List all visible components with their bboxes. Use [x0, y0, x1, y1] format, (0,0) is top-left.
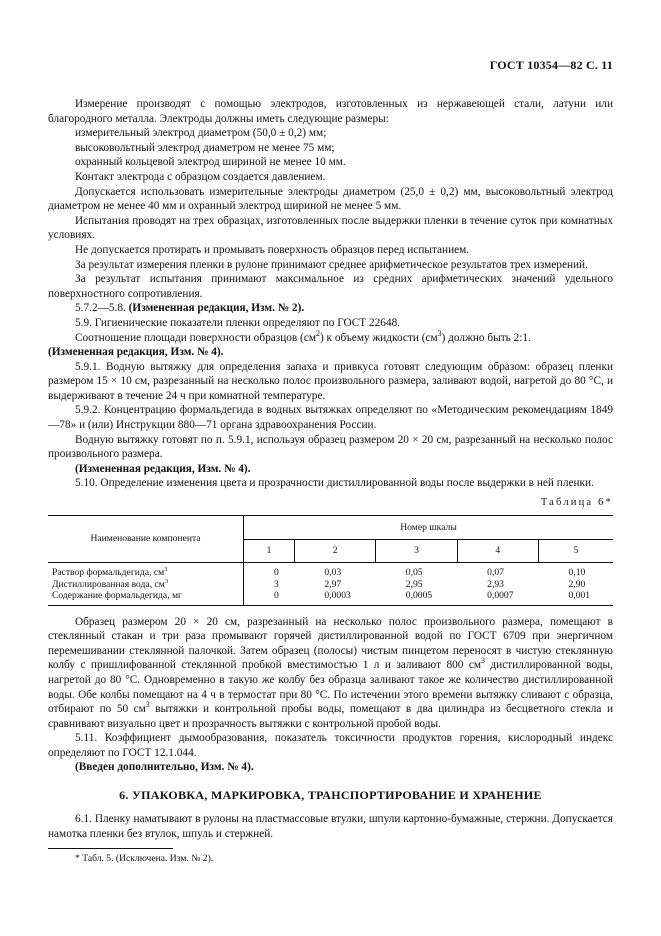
table-cell: 3: [274, 578, 279, 590]
amendment-note-4a: [48, 345, 613, 360]
paragraph-electrodes: Измерение производят с помощью электродов, изготовленных из нержавеющей стали, латуни или благородного металла. Электроды должны иметь следующие размеры:: [48, 98, 613, 125]
amendment-note: (Измененная редакция, Изм. № 2).: [128, 302, 305, 315]
table-cell: 0,03: [324, 567, 342, 579]
procedure-text-b: дистиллированной воды, нагретой до 80 °С. Одновременно в такую же колбу без образца заливают такое же количество дистиллированной воды. Обе колбы помещают на 4 ч в термостат при 80 °С. По истечении этого времени вытяжку сливают с образца, отбирают по 50 см: [48, 659, 613, 716]
table-cell: 0,07: [487, 567, 504, 579]
table-header-scale: Номер шкалы: [244, 516, 614, 540]
procedure-text-c: вытяжки и контрольной пробы воды, помещают в два цилиндра из бесцветного стекла и сравнивают визуально цвет и прозрачность вытяжки с контрольной пробой воды.: [48, 703, 613, 730]
paragraph-electrode-guard: охранный кольцевой электрод шириной не менее 10 мм.: [75, 156, 346, 169]
table-cell: 0,05: [405, 567, 423, 579]
ratio-text-c: ) должно быть 2:1.: [441, 331, 531, 344]
ratio-text-b: ) к объему жидкости (см: [319, 331, 438, 344]
paragraph-contact: Контакт электрода с образцом создается давлением.: [75, 170, 326, 183]
paragraph-allowed-electrodes: Допускается использовать измерительные электроды диаметром (25,0 ± 0,2) мм, высоковольтный электрод диаметром не менее 40 мм и охранный электрод шириной не менее 5 мм.: [48, 185, 613, 213]
paragraph-extract: Водную вытяжку готовят по п. 5.9.1, используя образец размером 20 × 20 см, разрезанный на несколько полос произвольного размера.: [48, 433, 613, 461]
paragraph-5-9: 5.9. Гигиенические показатели пленки определяют по ГОСТ 22648.: [75, 316, 401, 329]
cell-sup: 3: [164, 577, 169, 585]
table-header-col-5: 5: [539, 539, 614, 563]
paragraph-electrode-hv: высоковольтный электрод диаметром не менее 75 мм;: [75, 141, 335, 154]
table-cell-name: [48, 563, 244, 579]
paragraph-electrode-measuring: измерительный электрод диаметром (50,0 ± 0,2) мм;: [75, 127, 327, 140]
amendment-note-text: (Измененная редакция, Изм. № 4).: [75, 462, 251, 475]
table-header-name: Наименование компонента: [48, 516, 244, 563]
footnote-divider: [48, 848, 173, 849]
table-header-col-3: 3: [376, 539, 457, 563]
table-cell: 2,90: [568, 578, 586, 590]
paragraph-procedure: [48, 615, 613, 732]
table-row: [48, 590, 613, 605]
table-cell: 0,10: [568, 567, 586, 579]
footnote: * Табл. 5. (Исключена. Изм. № 2).: [75, 853, 214, 865]
paragraph-5-11: 5.11. Коэффициент дымообразования, показатель токсичности продуктов горения, кислородный индекс определяют по ГОСТ 12.1.044.: [48, 732, 613, 759]
paragraph-ratio: [48, 328, 613, 346]
procedure-text-a: Образец размером 20 × 20 см, разрезанный на несколько полос произвольного размера, помещают в стеклянный стакан и три раза промывают горячей дистиллированной водой по ГОСТ 6709 при энергичном перемешивании стеклянной палочкой. Затем образец (полосы) чистым пинцетом переносят в чистую стеклянную колбу с пришлифованной стеклянной пробкой вместимостью 1 л и заливают 800 см: [48, 615, 613, 672]
scale-table: [48, 515, 613, 606]
cell-text: Содержание формальдегида, мг: [52, 590, 182, 602]
table-row: [48, 563, 613, 579]
table-cell: 2,93: [487, 578, 504, 590]
paragraph-no-wipe: Не допускается протирать и промывать поверхность образцов перед испытанием.: [75, 243, 470, 256]
procedure-sup-2: 3: [145, 700, 150, 710]
ratio-sup-2: 3: [437, 328, 442, 338]
amendment-note-text: (Измененная редакция, Изм. № 4).: [48, 346, 224, 359]
table-cell: 0: [244, 590, 295, 605]
table-cell: 0,0005: [376, 590, 457, 605]
table-cell: 0: [274, 567, 279, 579]
document-page: [48, 58, 613, 864]
table-header-col-4: 4: [457, 539, 538, 563]
amendment-note-text: (Введен дополнительно, Изм. № 4).: [75, 761, 254, 774]
table-cell: 0,0003: [294, 590, 375, 605]
paragraph-5-7-2: [48, 301, 613, 316]
table-cell: 0,001: [539, 590, 614, 605]
table-cell-name: [48, 579, 244, 591]
table-cell-name: [48, 590, 244, 605]
paragraph-test-result: За результат испытания принимают максимальное из средних арифметических значений удельного поверхностного сопротивления.: [48, 273, 613, 300]
paragraph-roll-result: За результат измерения пленки в рулоне принимают среднее арифметическое результатов трех измерений.: [75, 258, 588, 271]
table-cell: 0,0007: [457, 590, 538, 605]
ratio-text-a: Соотношение площади поверхности образцов (см: [75, 331, 316, 344]
table-caption: Таблица 6*: [540, 497, 613, 509]
procedure-sup-1: 3: [481, 656, 485, 666]
paragraph-5-9-2: 5.9.2. Концентрацию формальдегида в водных вытяжках определяют по «Методическим рекомендациям 1849—78» и (или) Инструкции 880—71 органа здравоохранения России.: [48, 404, 613, 432]
section-title: 6. УПАКОВКА, МАРКИРОВКА, ТРАНСПОРТИРОВАНИЕ И ХРАНЕНИЕ: [119, 788, 542, 803]
ratio-sup-1: 2: [316, 328, 320, 338]
paragraph-5-10: 5.10. Определение изменения цвета и прозрачности дистиллированной воды после выдержки в ней пленки.: [75, 477, 594, 490]
cell-sup: 3: [164, 565, 168, 573]
table-header-col-2: 2: [294, 539, 375, 563]
paragraph-6-1: 6.1. Пленку наматывают в рулоны на пластмассовые втулки, шпули картонно-бумажные, стержни. Допускается намотка пленки без втулок, шпуль и стержней.: [48, 813, 613, 840]
paragraph-samples: Испытания проводят на трех образцах, изготовленных после выдержки пленки в течение суток при комнатных условиях.: [48, 214, 613, 242]
table-cell: 2,97: [324, 578, 342, 590]
cell-text: Дистиллированная вода, см: [52, 578, 165, 590]
paragraph-5-9-1: 5.9.1. Водную вытяжку для определения запаха и привкуса готовят следующим образом: образец пленки размером 15 × 10 см, разрезанный на несколько полос произвольного размера, заливают водой, нагретой до 80 °С, и выдерживают в течение 24 ч при комнатной температуре.: [48, 360, 613, 402]
amendment-note-added: [48, 760, 613, 775]
amendment-note-4b: [48, 462, 613, 477]
page-header: ГОСТ 10354—82 С. 11: [489, 58, 613, 72]
table-row: [48, 579, 613, 591]
cell-text: Раствор формальдегида, см: [52, 567, 165, 579]
table-cell: 2,95: [405, 578, 423, 590]
clause-number: 5.7.2—5.8.: [75, 302, 129, 315]
table-header-col-1: 1: [244, 539, 295, 563]
